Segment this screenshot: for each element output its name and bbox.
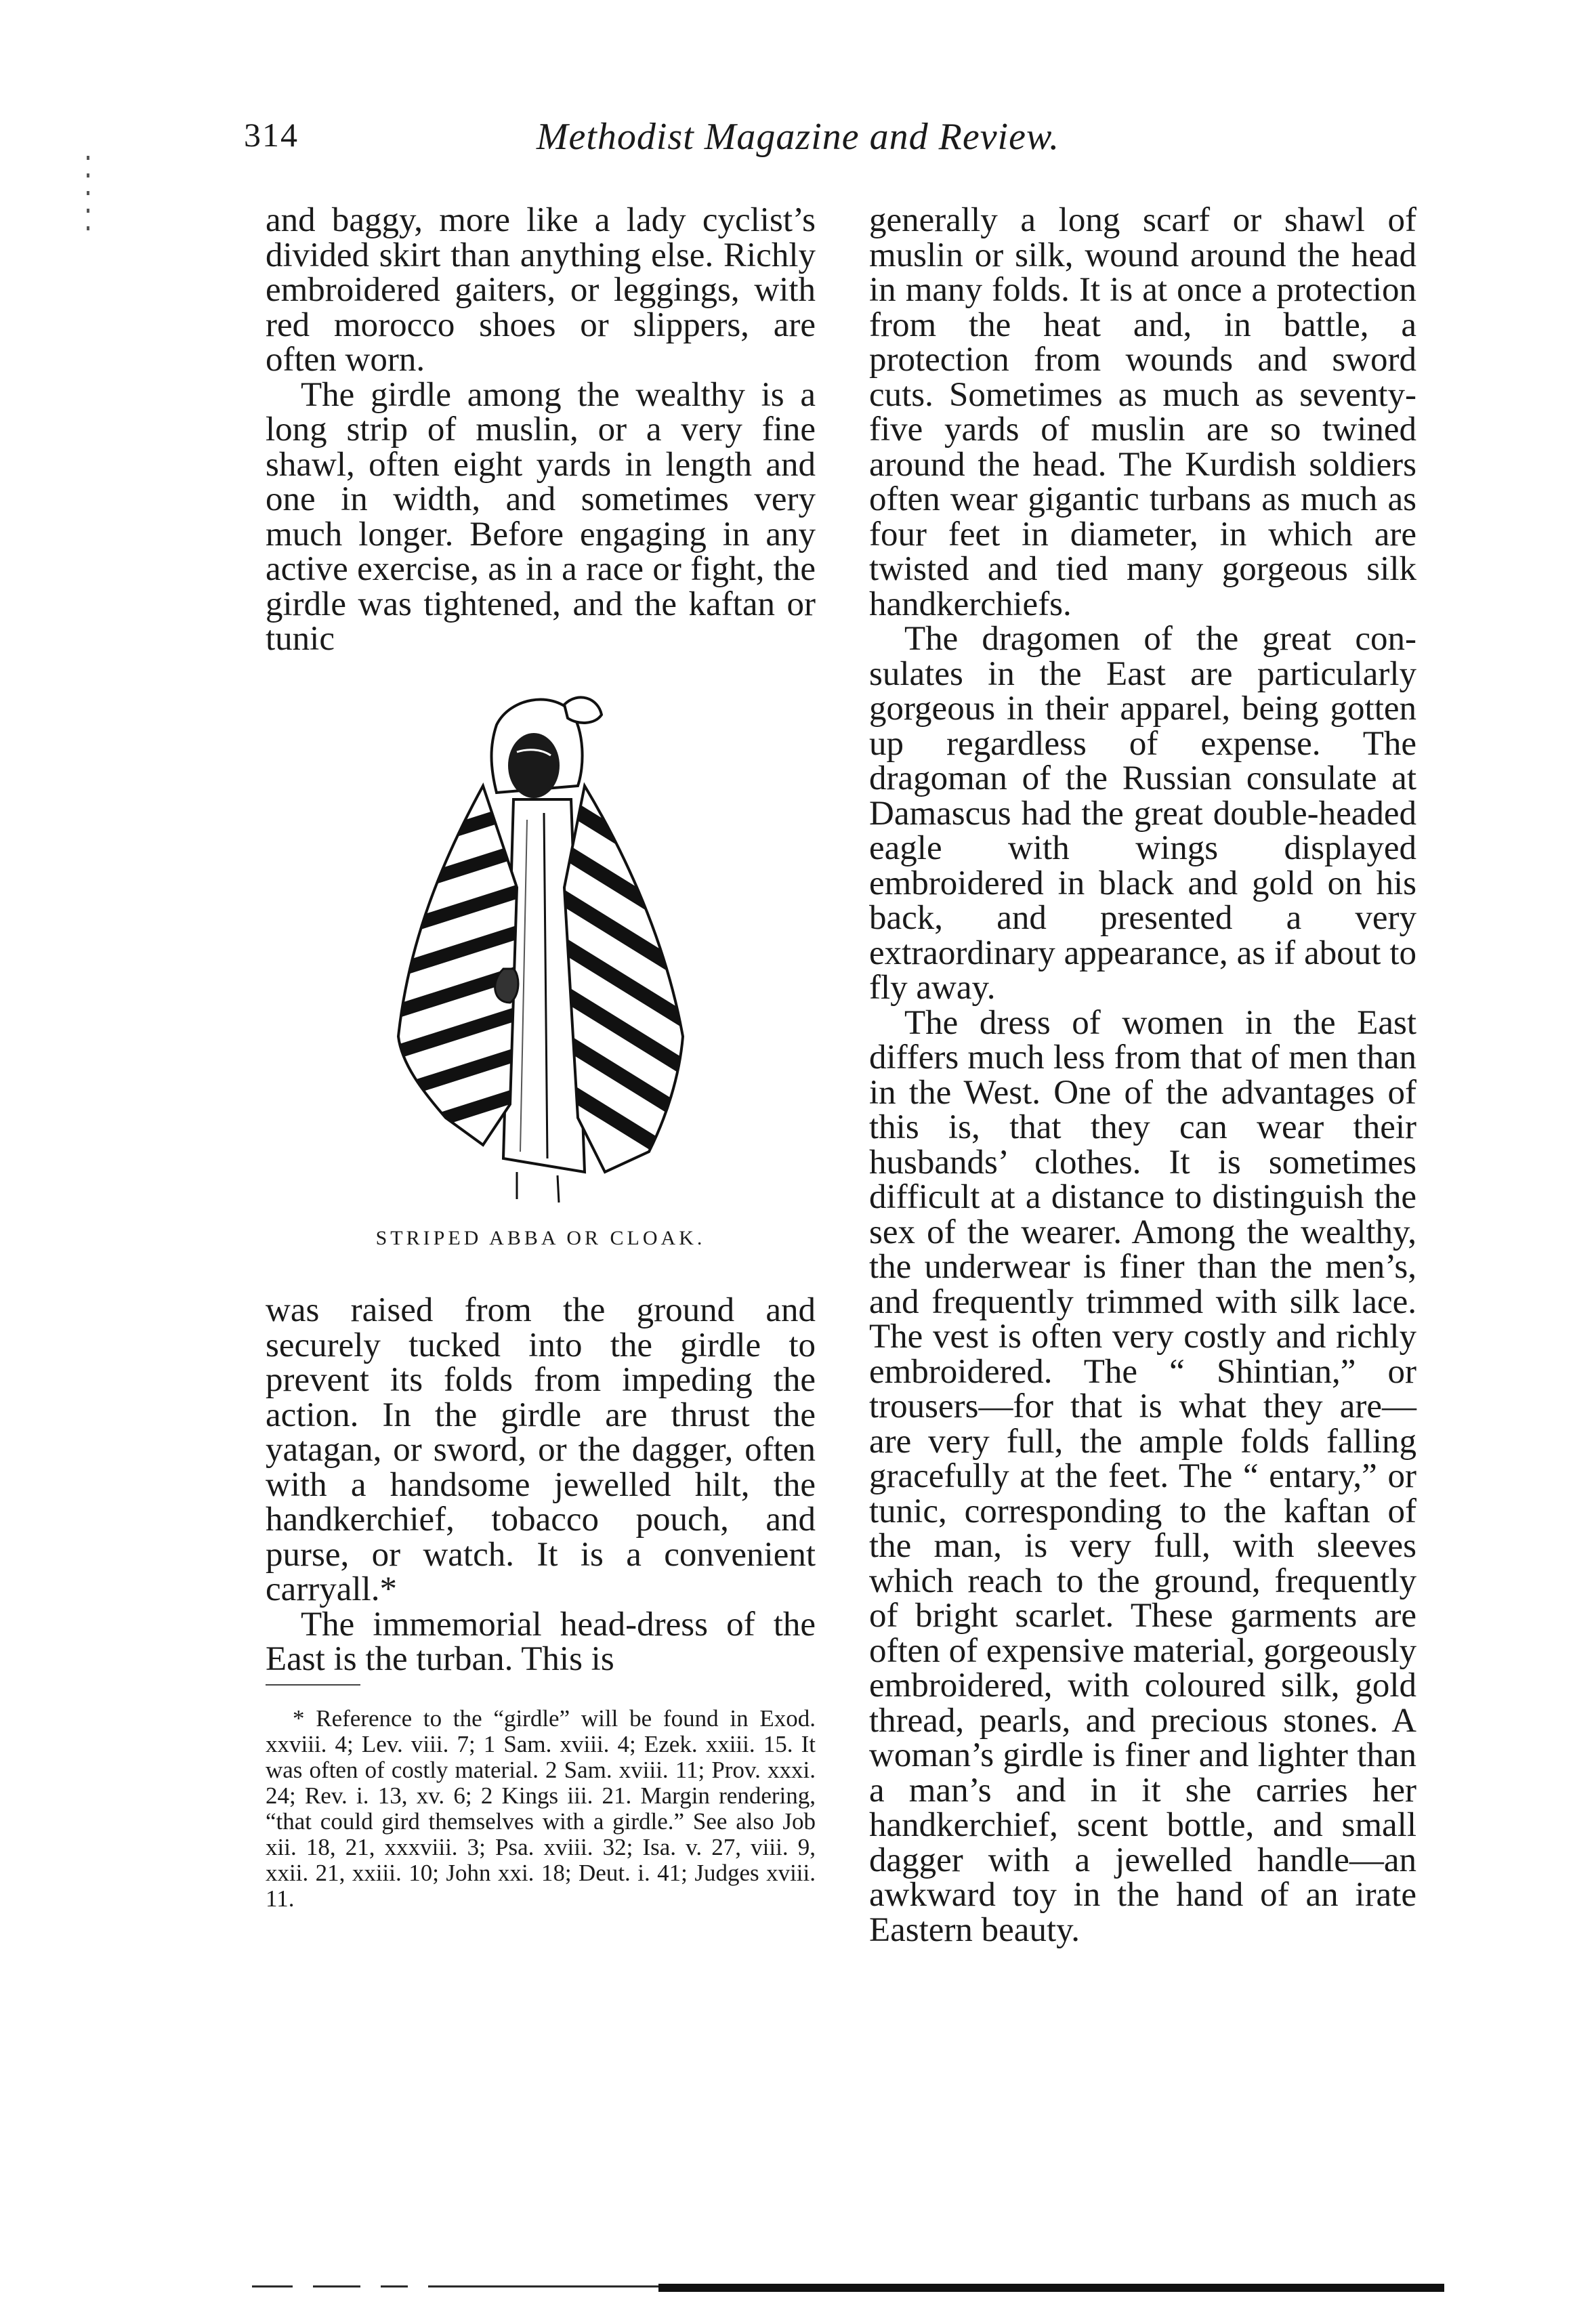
paragraph: The dragomen of the great consulates in the East are particularly gorgeous in their apparel, being gotten up regardless of expense. The dragoman of the Russian consulate at Damascus had the great double-headed eagle with wings displayed embroidered in black and gold on his back, and presented a very extraordinary appearance, as if about to fly away. <box>869 620 1416 1007</box>
journal-title: Methodist Magazine and Review. <box>536 116 1060 158</box>
paragraph: The dress of women in the East differs much less from that of men than in the West. One of the advantages of this is, that they can wear their husbands’ clothes. It is sometimes difficult at a distance to distinguish the sex of the wearer. Among the wealthy, the underwear is finer than the men’s, and frequently trimmed with silk lace. The vest is often very costly and richly embroidered. The “ Shintian,” or trousers—for that is what they are—are very full, the ample folds falling gracefully at the feet. The “ entary,” or tunic, corresponding to the kaftan of the man, is very full, with sleeves which reach to the ground, frequently of bright scarlet. These garments are often of expensive material, gorgeously embroidered, with coloured silk, gold thread, pearls, and precious stones. A woman’s girdle is finer and lighter than a man’s and in it she carries her handkerchief, scent bottle, and small dagger with a jewelled handle—an awkward toy in the hand of an irate Eastern beauty. <box>869 1003 1416 1949</box>
margin-marks <box>87 156 91 230</box>
right-column <box>869 203 1416 1948</box>
paragraph: The immemorial head-dress of the East is the turban. This is <box>266 1605 816 1678</box>
footnote <box>266 1706 816 1912</box>
footnote-divider <box>266 1684 360 1686</box>
bottom-scan-rule <box>252 2280 1444 2293</box>
paragraph: The girdle among the wealthy is a long strip of muslin, or a very fine shawl, often eight yards in length and one in width, and sometimes very much longer. Before engaging in any active exercise, as in a race or fight, the girdle was tightened, and the kaftan or tunic <box>266 375 816 658</box>
figure-caption: STRIPED ABBA OR CLOAK. <box>375 1226 706 1249</box>
footnote-text: * Reference to the “girdle” will be found in Exod. xxviii. 4; Lev. viii. 7; 1 Sam. xviii. 4; Ezek. xxiii. 15. It was often of costly material. 2 Sam. xviii. 11; Prov. xxxi. 24; Rev. i. 13, xv. 6; 2 Kings iii. 21. Margin rendering, “that could gird themselves with a girdle.” See also Job xii. 18, 21, xxxviii. 3; Psa. xviii. 32; Isa. v. 27, viii. 9, xxii. 21, xxiii. 10; John xxi. 18; Deut. i. 41; Judges xviii. 11. <box>266 1705 816 1912</box>
running-head <box>0 115 1596 163</box>
figure-striped-abba <box>266 684 816 1256</box>
page-number: 314 <box>244 116 299 154</box>
paragraph: generally a long scarf or shawl of muslin or silk, wound around the head in many folds. It is at once a protection from the heat and, in battle, a protection from wounds and sword cuts. Sometimes as much as seventy-five yards of muslin are so twined around the head. The Kurdish soldiers often wear gigantic turbans as much as four feet in diameter, in which are twisted and tied many gorgeous silk handkerchiefs. <box>869 201 1416 623</box>
striped-cloak-illustration <box>381 684 700 1206</box>
left-column <box>266 203 816 1912</box>
paragraph: was raised from the ground and securely tucked into the girdle to prevent its folds from impeding the action. In the girdle are thrust the yatagan, or sword, or the dagger, often with a handsome jewelled hilt, the handkerchief, tobacco pouch, and purse, or watch. It is a convenient carryall.* <box>266 1291 816 1608</box>
paragraph: and baggy, more like a lady cyclist’s divided skirt than anything else. Richly embroidered gaiters, or leggings, with red morocco shoes or slippers, are often worn. <box>266 201 816 379</box>
